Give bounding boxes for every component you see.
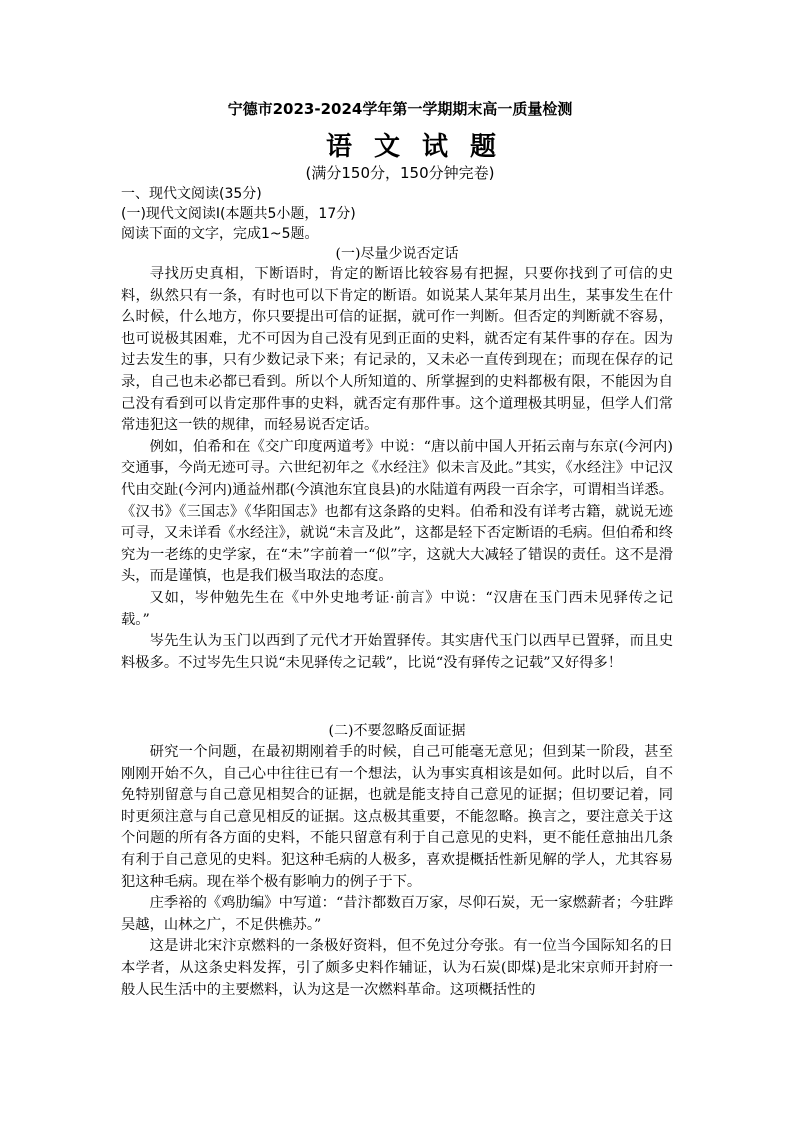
part-one-heading: 一、现代文阅读(35分)	[121, 186, 262, 202]
paragraph-3: 又如，岑仲勉先生在《中外史地考证·前言》中说：“汉唐在玉门西未见驿传之记载。”	[121, 589, 673, 628]
paragraph-7: 这是讲北宋汴京燃料的一条极好资料，但不免过分夸张。有一位当今国际知名的日本学者，从这条史料发挥，引了颇多史料作辅证，认为石炭(即煤)是北宋京师开封府一般人民生活中的主要燃料，认为这是一次燃料革命。这项概括性的	[121, 938, 673, 998]
subsection-heading: (一)现代文阅读Ⅰ(本题共5小题，17分)	[121, 206, 356, 222]
paragraph-1: 寻找历史真相，下断语时，肯定的断语比较容易有把握，只要你找到了可信的史料，纵然只有一条，有时也可以下肯定的断语。如说某人某年某月出生，某事发生在什么时候，什么地方，你只要提出可信的证据，就可作一判断。但否定的判断就不容易，也可说极其困难，尤不可因为自己没有见到正面的史料，就否定有某件事的存在。因为过去发生的事，只有少数记录下来；有记录的，又未必一直传到现在；而现在保存的记录，自己也未必都已看到。所以个人所知道的、所掌握到的史料都极有限，不能因为自己没有看到可以肯定那件事的史料，就否定有那件事。这个道理极其明显，但学人们常常违犯这一铁的规律，而轻易说否定话。	[121, 266, 673, 434]
reading-instruction: 阅读下面的文字，完成1~5题。	[121, 226, 319, 242]
exam-school-title: 宁德市2023-2024学年第一学期期末高一质量检测	[227, 100, 573, 118]
article-heading-1: (一)尽量少说否定话	[335, 246, 459, 262]
exam-score-note: (满分150分，150分钟完卷)	[305, 164, 495, 182]
article-part-1	[121, 264, 673, 674]
article-part-2	[121, 742, 673, 1001]
paragraph-4: 岑先生认为玉门以西到了元代才开始置驿传。其实唐代玉门以西早已置驿，而且史料极多。不过岑先生只说“未见驿传之记载”，比说“没有驿传之记载”又好得多！	[121, 633, 673, 671]
exam-subject-title: 语文试题	[325, 132, 518, 162]
paragraph-6: 庄季裕的《鸡肋编》中写道：“昔汴都数百万家，尽仰石炭，无一家燃薪者；今驻跸吴越，山林之广，不足供樵苏。”	[121, 895, 673, 933]
paragraph-5: 研究一个问题，在最初期刚着手的时候，自己可能毫无意见；但到某一阶段，甚至刚刚开始不久，自己心中往往已有一个想法，认为事实真相该是如何。此时以后，自不免特别留意与自己意见相契合的证据，也就是能支持自己意见的证据；但切要记着，同时更须注意与自己意见相反的证据。这点极其重要，不能忽略。换言之，要注意关于这个问题的所有各方面的史料，不能只留意有利于自己意见的史料，更不能任意抽出几条有利于自己意见的史料。犯这种毛病的人极多，喜欢提概括性新见解的学人，尤其容易犯这种毛病。现在举个极有影响力的例子于下。	[121, 744, 673, 890]
article-heading-2: (二)不要忽略反面证据	[328, 723, 466, 739]
paragraph-2: 例如，伯希和在《交广印度两道考》中说：“唐以前中国人开拓云南与东京(今河内)交通事，今尚无迹可寻。六世纪初年之《水经注》似未言及此。”其实，《水经注》中记汉代由交趾(今河内)通益州郡(今滇池东宜良县)的水陆道有两段一百余字，可谓相当详悉。《汉书》《三国志》《华阳国志》也都有这条路的史料。伯希和没有详考古籍，就说无迹可寻，又未详看《水经注》，就说“未言及此”，这都是轻下否定断语的毛病。但伯希和终究为一老练的史学家，在“未”字前着一“似”字，这就大大减轻了错误的责任。这不是滑头，而是谨慎，也是我们极当取法的态度。	[121, 438, 673, 585]
